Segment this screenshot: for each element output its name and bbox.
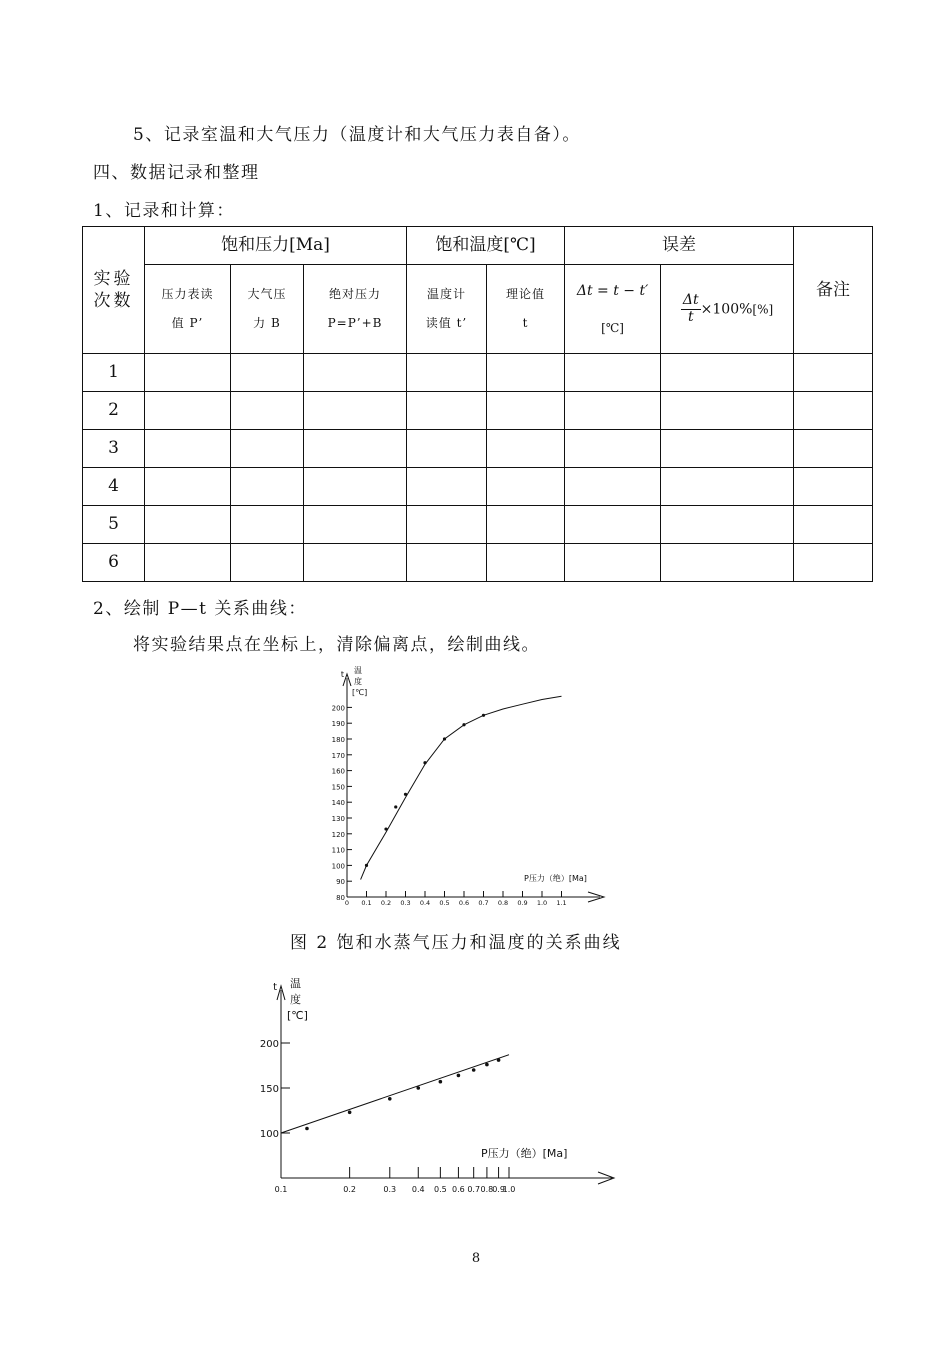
x-tick-label: 0.2 — [343, 1185, 357, 1194]
sub1-heading: 1、记录和计算： — [93, 201, 235, 221]
x-tick-label: 0.8 — [480, 1185, 494, 1194]
delta-t-unit: [℃] — [601, 321, 624, 335]
row-number: 4 — [83, 468, 145, 506]
x-tick-label: 0.8 — [497, 899, 509, 907]
sub-theory: 理论值 t — [487, 265, 565, 354]
y-tick-label: 160 — [331, 767, 345, 776]
sub-gauge-reading: 压力表读 值 P’ — [145, 265, 231, 354]
x-tick-label: 0.6 — [458, 899, 470, 907]
x-axis-label: P压力（绝）[Ma] — [481, 1147, 568, 1160]
delta-t-formula: Δt = t − t′ — [576, 282, 649, 299]
table-row — [83, 430, 873, 468]
y-axis-symbol: t — [340, 670, 344, 679]
y-tick-label: 140 — [331, 799, 345, 808]
x-tick-label: 0.1 — [274, 1185, 288, 1194]
data-point — [472, 1068, 476, 1072]
sub-atmospheric: 大气压 力 B — [231, 265, 304, 354]
x-tick-label: 0.5 — [439, 899, 450, 907]
sub-absolute: 绝对压力 P=P’+B — [304, 265, 407, 354]
y-tick-label: 90 — [336, 878, 345, 887]
table-row — [83, 354, 873, 392]
x-tick-label: 0.9 — [492, 1185, 505, 1194]
data-point — [305, 1127, 309, 1131]
y-tick-label: 190 — [331, 720, 345, 729]
sub-relative-error: $\frac{\Delta t}{t}$ ×100%[%] — [661, 265, 794, 354]
data-point — [348, 1111, 352, 1115]
y-tick-label: 110 — [331, 846, 345, 855]
y-tick-label: 200 — [259, 1039, 279, 1050]
x-tick-label: 1.0 — [502, 1185, 516, 1194]
data-point — [384, 827, 387, 830]
data-point — [423, 761, 426, 764]
y-axis-symbol: t — [273, 982, 277, 993]
x-tick-label: 1.1 — [556, 899, 567, 907]
y-axis-label-line2: 度 — [354, 677, 362, 686]
row-number: 5 — [83, 506, 145, 544]
data-table — [82, 226, 873, 582]
row-number: 3 — [83, 430, 145, 468]
y-tick-label: 100 — [331, 862, 345, 871]
y-tick-label: 180 — [331, 736, 345, 744]
step5-text: 5、记录室温和大气压力（温度计和大气压力表自备）。 — [133, 125, 581, 145]
row-number: 6 — [83, 544, 145, 582]
group-pressure: 饱和压力[Ma] — [145, 227, 407, 265]
data-point — [416, 1086, 420, 1090]
table-row — [83, 468, 873, 506]
x-tick-label: 0.7 — [478, 899, 489, 907]
data-point — [497, 1058, 501, 1062]
table-row — [83, 544, 873, 582]
x-tick-label: 0 — [344, 899, 350, 907]
col-remark: 备注 — [794, 227, 873, 354]
instruction-text: 将实验结果点在坐标上，清除偏离点，绘制曲线。 — [133, 635, 540, 655]
x-tick-label: 0.1 — [361, 899, 372, 907]
page-number: 8 — [471, 1251, 481, 1266]
x-tick-label: 0.2 — [380, 899, 392, 907]
x-tick-label: 0.6 — [452, 1185, 465, 1194]
x-tick-label: 1.0 — [536, 899, 548, 907]
x-tick-label: 0.7 — [467, 1185, 481, 1194]
x-tick-label: 0.3 — [400, 899, 411, 907]
data-point — [439, 1080, 443, 1084]
group-error: 误差 — [565, 227, 794, 265]
data-point — [388, 1097, 392, 1101]
y-tick-label: 100 — [259, 1129, 279, 1140]
sub-delta-t — [565, 265, 661, 354]
y-tick-label: 80 — [336, 894, 345, 902]
x-tick-label: 0.3 — [383, 1185, 397, 1194]
data-point — [404, 793, 407, 796]
sub2-heading: 2、绘制 P—t 关系曲线： — [93, 599, 307, 619]
x-axis-label: P压力（绝）[Ma] — [524, 874, 587, 883]
data-point — [482, 714, 485, 717]
x-tick-label: 0.4 — [411, 1185, 425, 1194]
x-tick-label: 0.4 — [419, 899, 431, 907]
pressure-temperature-curve-chart — [0, 660, 952, 907]
relative-error-fraction: $\frac{\Delta t}{t}$ — [682, 292, 699, 325]
semilog-pressure-temperature-chart — [0, 970, 952, 1210]
series-line — [281, 1055, 509, 1133]
y-axis-label-unit: [℃] — [352, 688, 368, 697]
data-point — [457, 1074, 461, 1078]
y-tick-label: 130 — [331, 815, 345, 823]
y-axis-label-line2: 度 — [290, 993, 301, 1006]
series-curve — [361, 696, 562, 879]
data-point — [365, 864, 368, 867]
y-tick-label: 150 — [331, 783, 345, 792]
row-number: 2 — [83, 392, 145, 430]
data-point — [462, 723, 465, 726]
x-tick-label: 0.5 — [433, 1185, 447, 1194]
section4-heading: 四、数据记录和整理 — [93, 163, 260, 183]
y-tick-label: 170 — [331, 751, 345, 760]
y-axis-label-unit: [℃] — [287, 1009, 308, 1022]
y-tick-label: 200 — [331, 704, 345, 713]
y-axis-label-line1: 温 — [354, 666, 362, 675]
figure2-caption: 图 2 饱和水蒸气压力和温度的关系曲线 — [290, 933, 622, 953]
data-point — [394, 805, 397, 808]
y-axis-label-line1: 温 — [290, 977, 301, 990]
group-temperature: 饱和温度[℃] — [407, 227, 565, 265]
x-tick-label: 0.9 — [517, 899, 528, 907]
table-row — [83, 506, 873, 544]
table-row — [83, 392, 873, 430]
sub-thermometer: 温度计 读值 t’ — [407, 265, 487, 354]
data-point — [485, 1063, 489, 1067]
y-tick-label: 150 — [259, 1084, 279, 1095]
row-number: 1 — [83, 354, 145, 392]
col-experiment: 实验次数 — [83, 227, 145, 354]
data-point — [443, 737, 446, 740]
y-tick-label: 120 — [331, 830, 345, 839]
